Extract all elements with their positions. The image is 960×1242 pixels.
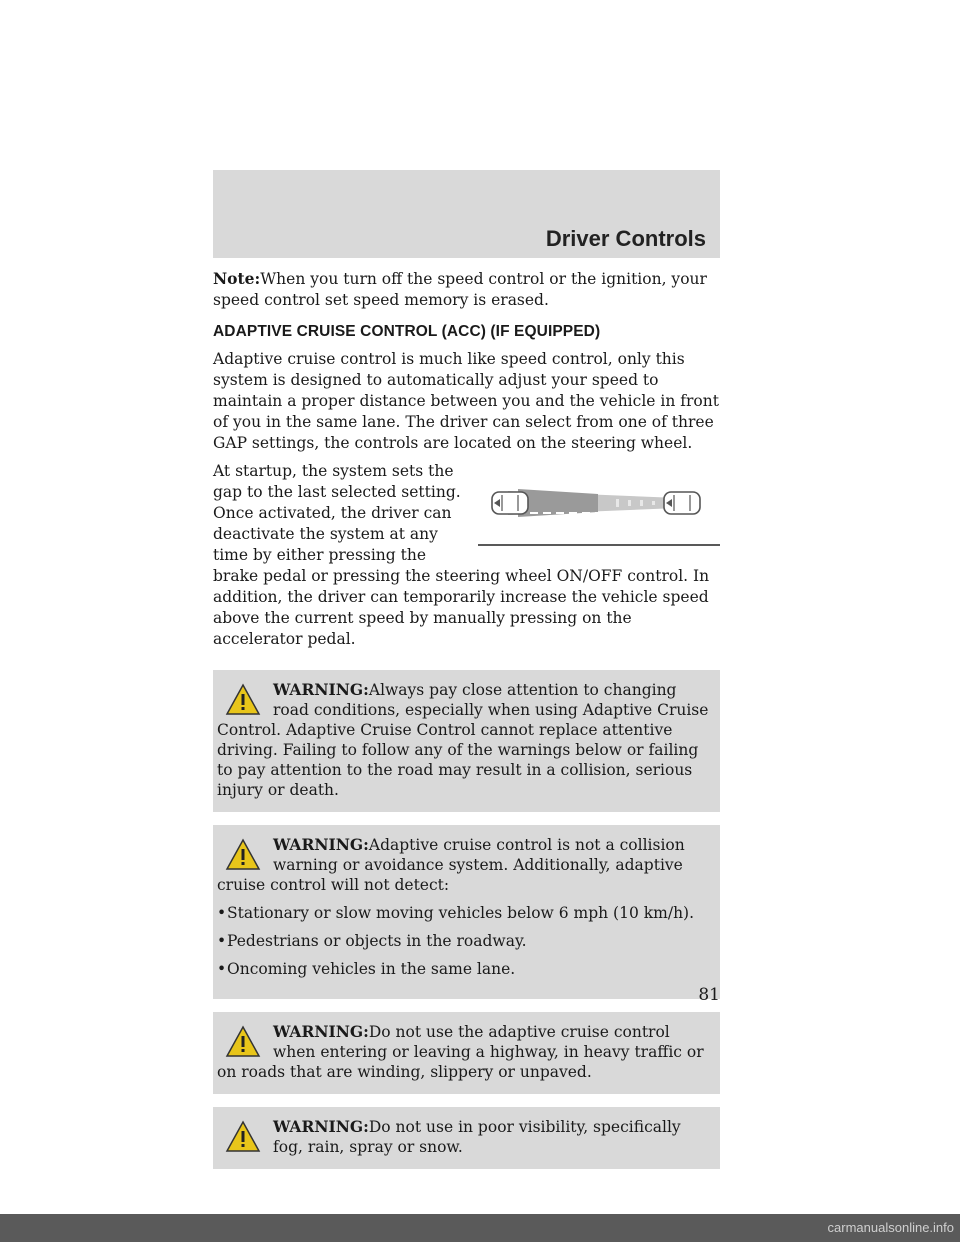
warning-text-2: WARNING:Adaptive cruise control is not a collision warning or avoidance system. Additionally, adaptive cruise control will not detect:	[217, 835, 685, 894]
warning-text-1: WARNING:Always pay close attention to changing road conditions, especially when using Adaptive Cruise Control. Adaptive Cruise Control cannot replace attentive driving. Failing to follow any of the warnings below or failing to pay attention to the road may result in a collision, serious injury or death.	[217, 680, 709, 799]
list-item: • Oncoming vehicles in the same lane.	[217, 960, 516, 978]
warning-box-2	[213, 825, 720, 999]
list-item: • Pedestrians or objects in the roadway.	[217, 932, 527, 950]
startup-paragraph: At startup, the system sets the gap to the last selected setting. Once activated, the driver can deactivate the system at any time by either pressing the brake pedal or pressing the steering wheel ON/OFF control. In addition, the driver can temporarily increase the vehicle speed above the current speed by manually pressing on the accelerator pedal.	[213, 462, 710, 648]
page-number: 81	[698, 985, 720, 1005]
warning-label: WARNING:	[273, 1117, 369, 1136]
startup-block	[213, 461, 720, 650]
section-heading: ADAPTIVE CRUISE CONTROL (ACC) (IF EQUIPPED)	[213, 323, 601, 340]
warning-label: WARNING:	[273, 1022, 369, 1041]
warning-label: WARNING:	[273, 835, 369, 854]
warning-triangle-icon	[225, 682, 261, 718]
note-paragraph	[213, 268, 720, 311]
acc-gap-illustration-icon	[478, 461, 720, 547]
section-title: Driver Controls	[545, 226, 706, 251]
warning-triangle-icon	[225, 1119, 261, 1155]
intro-paragraph: Adaptive cruise control is much like speed control, only this system is designed to automatically adjust your speed to maintain a proper distance between you and the vehicle in front of you in the same lane. The driver can select from one of three GAP settings, the controls are located on the steering wheel.	[213, 350, 719, 452]
page-content	[213, 268, 720, 1169]
warning-box-3	[213, 1012, 720, 1094]
warning-text-4: WARNING:Do not use in poor visibility, specifically fog, rain, spray or snow.	[273, 1117, 681, 1156]
warning-box-4	[213, 1107, 720, 1169]
warning-text-3: WARNING:Do not use the adaptive cruise control when entering or leaving a highway, in heavy traffic or on roads that are winding, slippery or unpaved.	[217, 1022, 704, 1081]
warning-label: WARNING:	[273, 680, 369, 699]
watermark-link[interactable]: carmanualsonline.info	[0, 1214, 960, 1242]
note-text: When you turn off the speed control or the ignition, your speed control set speed memory is erased.	[213, 270, 707, 309]
bullet-list	[217, 903, 712, 979]
note-label: Note:	[213, 269, 261, 288]
section-header	[213, 170, 720, 258]
warning-box-1	[213, 670, 720, 812]
list-item: • Stationary or slow moving vehicles below 6 mph (10 km/h).	[217, 904, 695, 922]
warning-triangle-icon	[225, 1024, 261, 1060]
warning-triangle-icon	[225, 837, 261, 873]
